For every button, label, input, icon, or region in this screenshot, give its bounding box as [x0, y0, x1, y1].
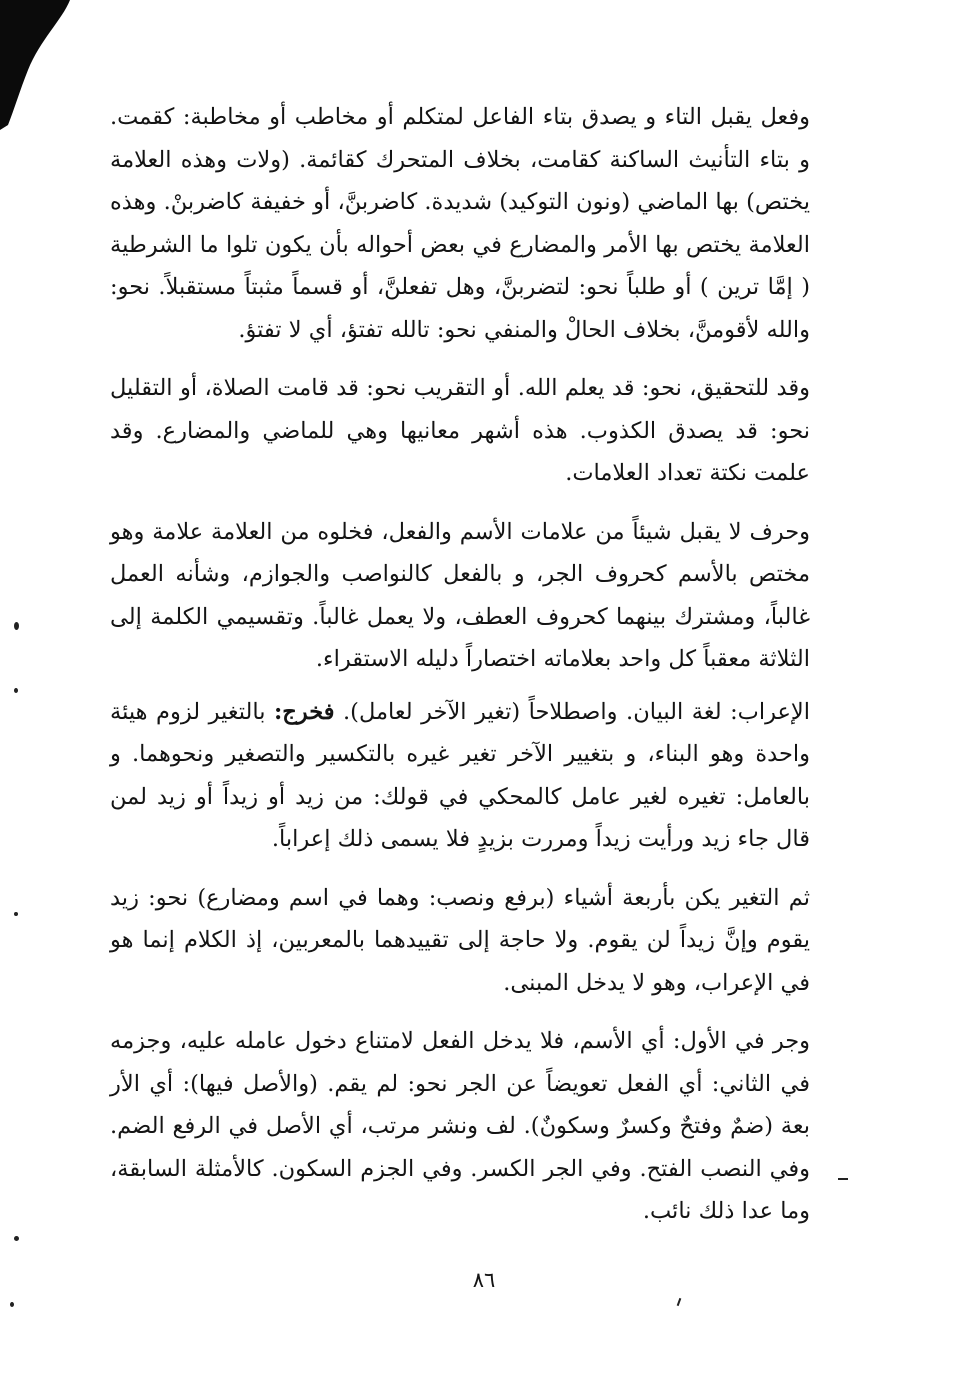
text-line: يقوم وإنَّ زيداً لن يقوم. ولا حاجة إلى تقييدهما بالمعربين، إذ الكلام إنما هو في — [110, 927, 810, 996]
text-line: و بتاء التأنيث الساكنة كقامت، بخلاف المتحرك كقائمة. (ولات وهذه العلامة — [110, 146, 810, 173]
page-number: ٨٦ — [472, 1268, 496, 1292]
scan-speck — [14, 688, 18, 693]
paragraph — [110, 96, 810, 351]
paragraph — [110, 367, 810, 495]
text-line: الإعراب: لغة البيان. واصطلاحاً (تغير الآخر لعامل). فخرج: بالتغير لزوم — [156, 698, 811, 725]
text-line: وجزمه في الثاني: أي الفعل تعويضاً عن الجر نحو: لم يقم. (والأصل فيها): أي — [110, 1028, 810, 1097]
text-line: وقد للتحقيق، نحو: قد يعلم الله. أو التقريب نحو: قد قامت الصلاة، أو — [180, 375, 810, 401]
text-line: وهذه العلامة يختص بها الأمر والمضارع في بعض أحواله بأن يكون تلوا ما الشرطية — [110, 189, 810, 258]
emphasized-term: فخرج: — [273, 698, 335, 725]
scan-speck — [14, 622, 19, 630]
text-line: علمت نكتة تعداد العلامات. — [565, 460, 810, 486]
text-line: وحرف لا يقبل شيئاً من علامات الأسم والفعل، فخلوه من العلامة علامة — [152, 518, 811, 545]
text-line: هيئة واحدة وهو البناء، و بتغيير الآخر تغير غيره بالتكسير والتصغير ونحوهما. — [110, 698, 811, 767]
text-line: الإعراب، وهو لا يدخل المبنى. — [503, 969, 774, 996]
text-line: جاء زيد ورأيت زيداً ومررت بزيدٍ فلا يسمى ذلك إعراباً. — [271, 826, 769, 852]
scan-speck — [14, 912, 18, 916]
text-line: ( إمَّا ترين ) أو طلباً نحو: لتضربنَّ، وهل تفعلنَّ، أو قسماً مثبتاً مستقبلاً. نحو: — [110, 274, 810, 300]
paragraph — [110, 511, 810, 681]
text-line: غالباً، ومشترك بينهما كحروف العطف، ولا يعمل غالباً. وتقسيمي الكلمة إلى — [110, 603, 810, 630]
scan-speck — [14, 1236, 19, 1241]
text-line: الثلاثة معقباً كل واحد بعلاماته اختصاراً دليله الاستقراء. — [315, 646, 810, 672]
text-line: الضم. وفي النصب الفتح. وفي الجر الكسر. وفي الجزم السكون. كالأمثلة — [110, 1113, 810, 1182]
paragraph — [110, 1020, 810, 1233]
text-line: و بالعامل: تغيره لغير عامل كالمحكي في قولك: من زيد أو زيداً أو زيد لمن قال — [110, 741, 810, 852]
document-page — [110, 96, 810, 1233]
text-line: السابقة، وما عدا ذلك نائب. — [110, 1155, 810, 1224]
text-line: وفعل يقبل التاء و يصدق بتاء الفاعل لمتكلم أو مخاطب أو مخاطبة: كقمت. — [110, 104, 810, 130]
text-line: والله لأقومنَّ، بخلاف الحالْ والمنفي نحو: تالله تفتؤ، أي لا تفتؤ. — [238, 316, 810, 343]
scan-speck — [677, 1298, 682, 1306]
text-line: وجر في الأول: أي الأسم، فلا يدخل الفعل لامتناع دخول عامله عليه، — [179, 1028, 811, 1054]
text-line: الأر بعة (ضمٌ وفتحٌ وكسرٌ وسكونٌ). لف ونشر مرتب، أي الأصل في الرفع — [110, 1070, 810, 1139]
paragraph — [110, 691, 810, 861]
scan-speck — [10, 1302, 14, 1307]
text-line: يختص) بها الماضي (ونون التوكيد) شديدة. كاضربنَّ، أو خفيفة كاضربنْ. — [163, 189, 811, 215]
text-line: ثم التغير يكن بأربعة أشياء (برفع ونصب: وهما في اسم ومضارع) نحو: زيد — [110, 884, 810, 911]
text-line: التقليل نحو: قد يصدق الكذوب. هذه أشهر معانيها وهي للماضي والمضارع. وقد — [110, 375, 810, 444]
scan-shadow-corner — [0, 0, 70, 130]
scan-speck — [838, 1178, 848, 1180]
paragraph — [110, 877, 810, 1005]
text-line: وهو مختص بالأسم كحروف الجر، و بالفعل كالنواصب والجوازم، وشأنه العمل — [110, 518, 810, 587]
